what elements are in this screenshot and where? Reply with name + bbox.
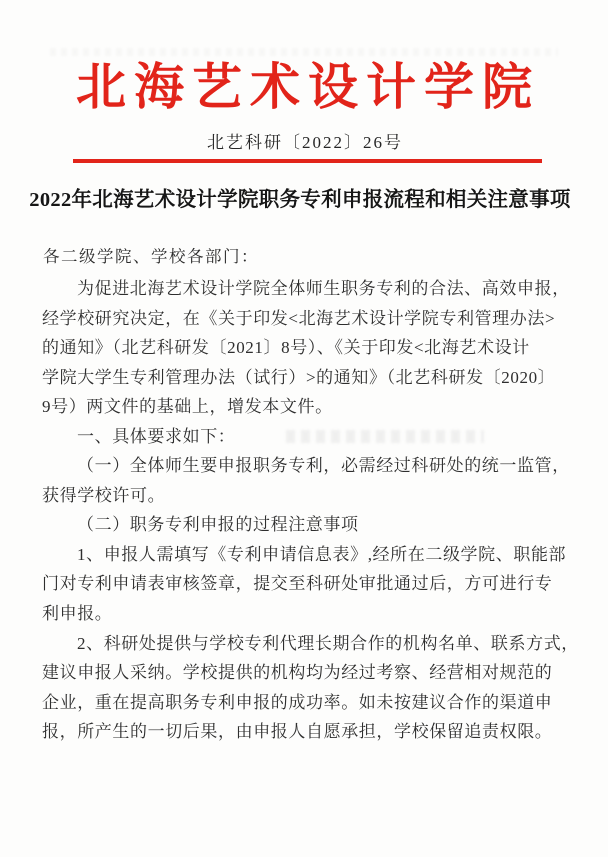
body-line: 利申报。 — [42, 604, 113, 624]
body-line: 1、申报人需填写《专利申请信息表》,经所在二级学院、职能部 — [77, 544, 567, 564]
document-title: 2022年北海艺术设计学院职务专利申报流程和相关注意事项 — [29, 189, 571, 211]
document-body — [42, 274, 579, 747]
body-line: （一）全体师生要申报职务专利，必需经过科研处的统一监管， — [77, 456, 570, 476]
body-line: （二）职务专利申报的过程注意事项 — [77, 515, 359, 535]
body-line: 的通知》（北艺科研发〔2021〕8号）、《关于印发<北海艺术设计 — [42, 338, 530, 358]
body-line: 门对专利申请表审核签章，提交至科研处审批通过后，方可进行专 — [42, 574, 553, 594]
document-number: 北艺科研〔2022〕26号 — [207, 133, 403, 152]
bleedthrough-smudge-top — [50, 48, 558, 56]
body-line: 获得学校许可。 — [42, 485, 166, 505]
body-line: 一、具体要求如下： — [77, 426, 236, 446]
body-line: 建议申报人采纳。学校提供的机构均为经过考察、经营相对规范的 — [42, 663, 553, 683]
body-line: 报，所产生的一切后果，由申报人自愿承担，学校保留追责权限。 — [42, 722, 553, 742]
body-line: 企业，重在提高职务专利申报的成功率。如未按建议合作的渠道申 — [42, 692, 553, 712]
red-divider-line — [73, 159, 542, 163]
body-line: 经学校研究决定，在《关于印发<北海艺术设计学院专利管理办法> — [42, 308, 556, 328]
body-line: 2、科研处提供与学校专利代理长期合作的机构名单、联系方式， — [77, 633, 579, 653]
institution-letterhead: 北海艺术设计学院 — [76, 59, 540, 115]
body-line: 9号）两文件的基础上，增发本文件。 — [42, 397, 333, 417]
body-line: 学院大学生专利管理办法（试行）>的通知》（北艺科研发〔2020〕 — [42, 367, 556, 387]
body-line: 为促进北海艺术设计学院全体师生职务专利的合法、高效申报， — [77, 279, 570, 298]
salutation: 各二级学院、学校各部门： — [43, 247, 259, 266]
